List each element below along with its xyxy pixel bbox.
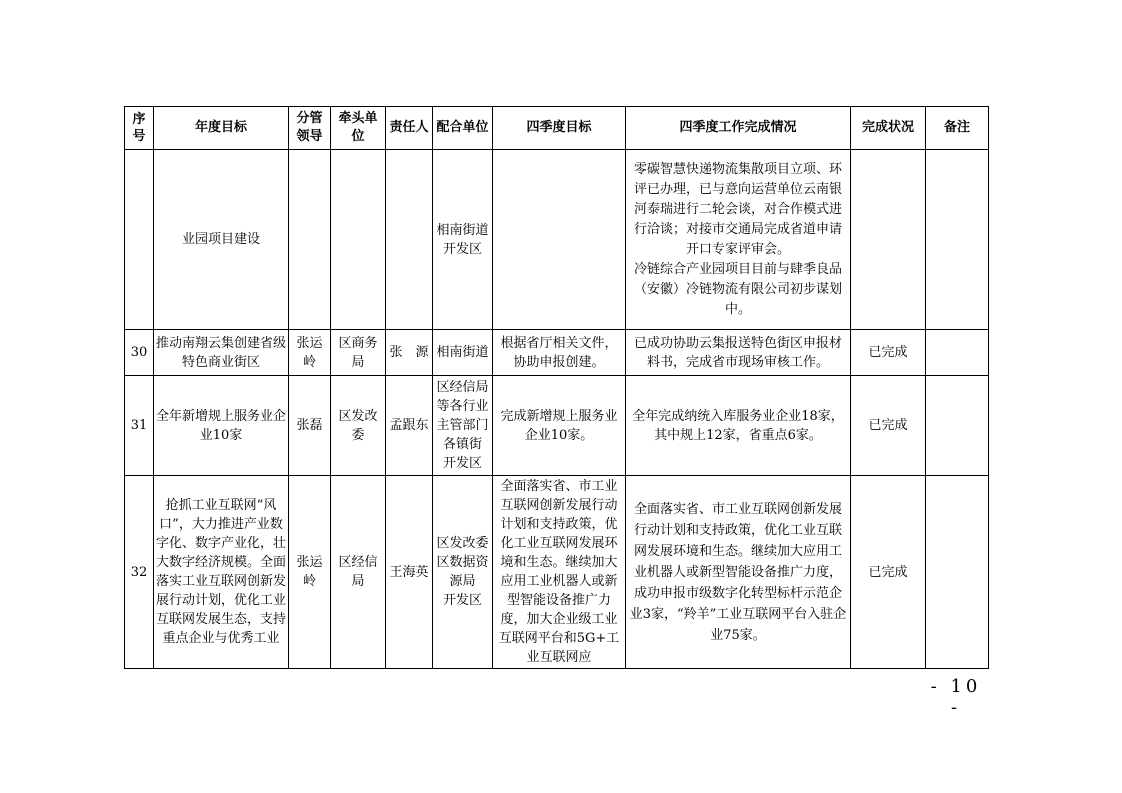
cell-q4-progress: 全面落实省、市工业互联网创新发展行动计划和支持政策，优化工业互联网发展环境和生态。继续加大应用工业机器人或新型智能设备推广力度，成功申报市级数字化转型标杆示范企业3家，“羚羊”工业互联网平台入驻企业75家。 [626,476,851,669]
cell-coop-unit: 区发改委 区数据资 源局 开发区 [433,476,493,669]
cell-q4-goal: 全面落实省、市工业互联网创新发展行动计划和支持政策，优化工业互联网发展环境和生态。继续加大应用工业机器人或新型智能设备推广力度，加大企业级工业互联网平台和5G+工业互联网应 [493,476,626,669]
cell-status: 已完成 [851,376,926,476]
cell-remarks [926,330,989,376]
cell-lead-unit: 区经信局 [331,476,386,669]
cell-status [851,150,926,330]
cell-lead-unit: 区发改委 [331,376,386,476]
cell-responsible: 孟跟东 [386,376,433,476]
cell-coop-unit: 区经信局 等各行业 主管部门 各镇街 开发区 [433,376,493,476]
header-seq: 序号 [125,107,154,150]
cell-coop-unit: 相南街道 [433,330,493,376]
cell-remarks [926,476,989,669]
cell-q4-goal [493,150,626,330]
header-status: 完成状况 [851,107,926,150]
cell-status: 已完成 [851,330,926,376]
table-row [125,150,989,330]
work-progress-table [124,106,989,669]
cell-seq: 32 [125,476,154,669]
header-lead-unit: 牵头单位 [331,107,386,150]
cell-annual-goal: 推动南翔云集创建省级特色商业街区 [154,330,289,376]
cell-annual-goal: 全年新增规上服务业企业10家 [154,376,289,476]
table-row [125,376,989,476]
cell-q4-goal: 完成新增规上服务业企业10家。 [493,376,626,476]
cell-responsible: 张 源 [386,330,433,376]
cell-seq: 31 [125,376,154,476]
header-q4-progress: 四季度工作完成情况 [626,107,851,150]
cell-q4-progress: 零碳智慧快递物流集散项目立项、环评已办理，已与意向运营单位云南银河泰瑞进行二轮会谈，对合作模式进行洽谈；对接市交通局完成省道申请开口专家评审会。 冷链综合产业园项目目前与肆季良品（安徽）冷链物流有限公司初步谋划中。 [626,150,851,330]
cell-leader: 张运岭 [289,330,331,376]
cell-remarks [926,150,989,330]
cell-remarks [926,376,989,476]
cell-q4-progress: 已成功协助云集报送特色街区申报材料书，完成省市现场审核工作。 [626,330,851,376]
cell-leader: 张运岭 [289,476,331,669]
cell-annual-goal: 抢抓工业互联网“风口”，大力推进产业数字化、数字产业化，壮大数字经济规模。全面落实工业互联网创新发展行动计划，优化工业互联网发展生态，支持重点企业与优秀工业 [154,476,289,669]
page-number: - 10 - [930,676,982,718]
cell-q4-goal: 根据省厅相关文件，协助申报创建。 [493,330,626,376]
cell-lead-unit: 区商务局 [331,330,386,376]
header-coop-unit: 配合单位 [433,107,493,150]
cell-seq: 30 [125,330,154,376]
table-header-row [125,107,989,150]
cell-leader: 张磊 [289,376,331,476]
table-row [125,330,989,376]
cell-coop-unit: 相南街道 开发区 [433,150,493,330]
header-q4-goal: 四季度目标 [493,107,626,150]
header-leader: 分管领导 [289,107,331,150]
cell-annual-goal: 业园项目建设 [154,150,289,330]
header-annual-goal: 年度目标 [154,107,289,150]
cell-lead-unit [331,150,386,330]
cell-seq [125,150,154,330]
table-row [125,476,989,669]
cell-leader [289,150,331,330]
cell-q4-progress: 全年完成纳统入库服务业企业18家，其中规上12家，省重点6家。 [626,376,851,476]
cell-status: 已完成 [851,476,926,669]
header-remarks: 备注 [926,107,989,150]
cell-responsible [386,150,433,330]
header-responsible: 责任人 [386,107,433,150]
cell-responsible: 王海英 [386,476,433,669]
